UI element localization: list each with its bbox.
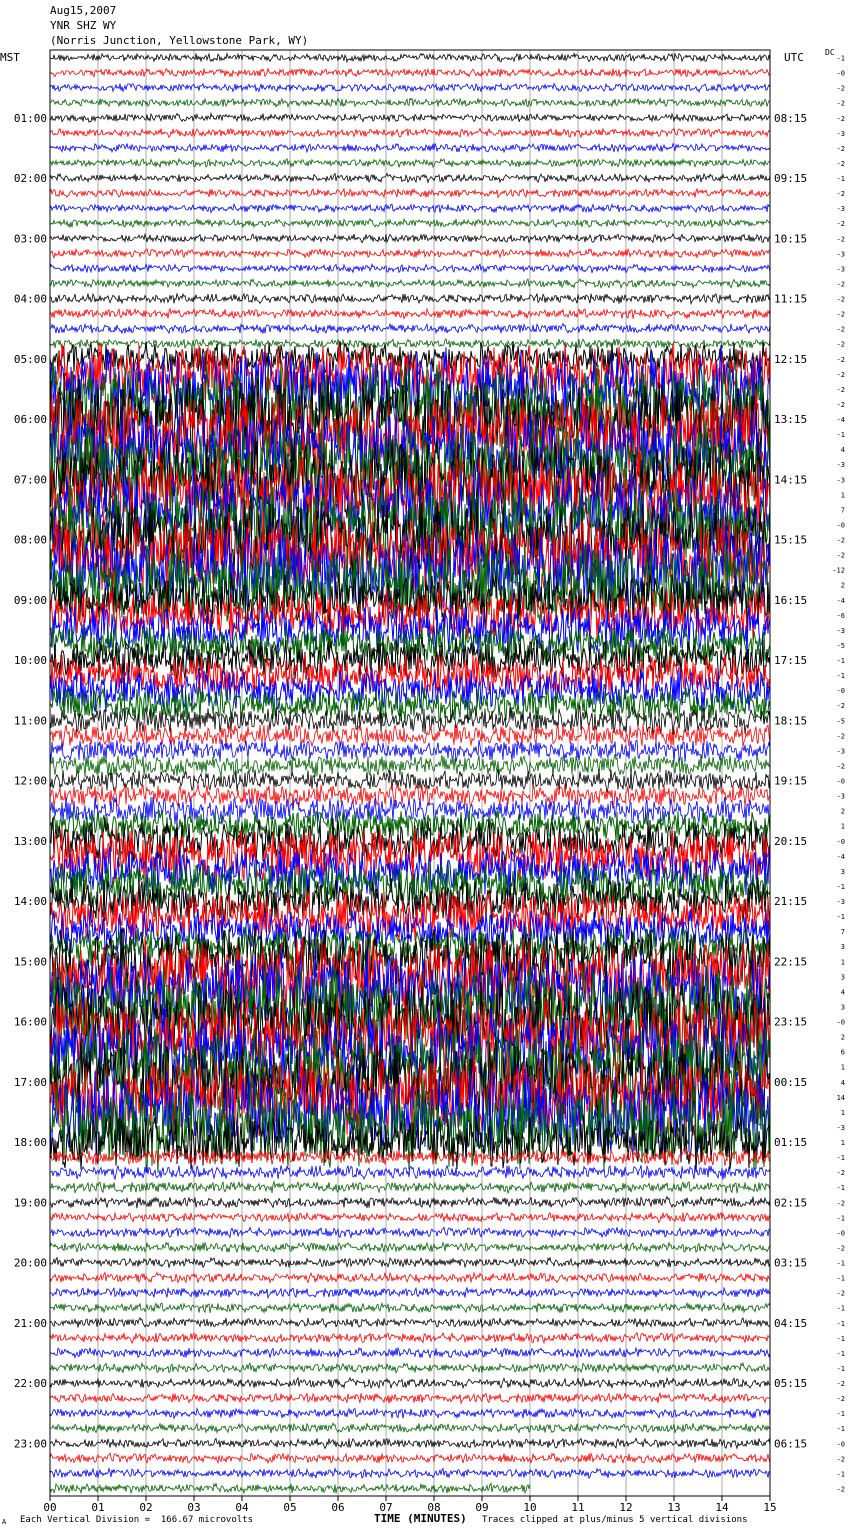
dc-title: DC (825, 48, 835, 57)
dc-offset-label: 4 (840, 1078, 845, 1087)
seismic-trace (50, 1453, 770, 1463)
x-tick-label: 02 (139, 1501, 153, 1514)
utc-hour-label: 19:15 (774, 774, 808, 788)
station-location: (Norris Junction, Yellowstone Park, WY) (50, 34, 309, 47)
mst-hour-label: 14:00 (13, 895, 47, 909)
dc-offset-label: -1 (836, 1274, 845, 1283)
dc-offset-label: -2 (836, 1380, 845, 1389)
seismic-trace (50, 324, 770, 334)
dc-offset-label: -3 (836, 476, 845, 485)
dc-offset-label: -2 (836, 400, 845, 409)
seismic-trace (50, 84, 770, 93)
utc-hour-label: 13:15 (774, 413, 808, 427)
seismic-trace (50, 1243, 770, 1253)
utc-hour-label: 15:15 (774, 533, 808, 547)
dc-offset-label: -1 (836, 882, 845, 891)
seismic-trace (50, 144, 770, 153)
dc-offset-label: -2 (836, 1169, 845, 1178)
mst-hour-label: 09:00 (13, 593, 47, 607)
dc-offset-label: -1 (836, 1364, 845, 1373)
seismic-trace (50, 339, 770, 349)
x-tick-label: 07 (379, 1501, 393, 1514)
dc-offset-label: -2 (836, 1244, 845, 1253)
dc-offset-label: -2 (836, 325, 845, 334)
x-tick-label: 14 (715, 1501, 729, 1514)
x-tick-label: 01 (91, 1501, 105, 1514)
dc-offset-label: -2 (836, 1485, 845, 1494)
seismic-trace (50, 279, 770, 288)
x-tick-label: 06 (331, 1501, 345, 1514)
utc-hour-label: 04:15 (774, 1316, 808, 1330)
dc-offset-label: -1 (836, 1154, 845, 1163)
utc-hour-label: 16:15 (774, 593, 808, 607)
seismic-trace (50, 1212, 770, 1222)
mst-hour-label: 11:00 (13, 714, 47, 728)
dc-offset-label: 3 (840, 1003, 845, 1012)
seismic-trace (50, 1303, 770, 1313)
right-axis-title: UTC (784, 51, 804, 64)
dc-offset-label: -1 (836, 1425, 845, 1434)
mst-hour-label: 03:00 (13, 232, 47, 246)
seismic-trace (50, 1393, 770, 1403)
seismic-trace (50, 1197, 770, 1209)
x-tick-label: 00 (43, 1501, 57, 1514)
x-tick-label: 09 (475, 1501, 489, 1514)
dc-offset-label: -4 (836, 596, 845, 605)
mst-hour-label: 13:00 (13, 834, 47, 848)
utc-hour-label: 00:15 (774, 1075, 808, 1089)
dc-offset-label: 2 (840, 1033, 845, 1042)
seismic-trace (50, 1288, 770, 1298)
dc-offset-label: -0 (836, 777, 845, 786)
seismic-trace (50, 189, 770, 198)
seismic-trace (50, 1227, 770, 1237)
utc-hour-label: 03:15 (774, 1256, 808, 1270)
seismic-trace (50, 114, 770, 123)
mst-hour-label: 06:00 (13, 413, 47, 427)
dc-offset-label: -2 (836, 1395, 845, 1404)
dc-offset-label: -0 (836, 1440, 845, 1449)
dc-offset-label: 7 (840, 506, 845, 515)
utc-hour-label: 11:15 (774, 292, 808, 306)
utc-hour-label: 17:15 (774, 654, 808, 668)
dc-offset-label: -2 (836, 1455, 845, 1464)
dc-offset-label: -2 (836, 732, 845, 741)
clip-note: Traces clipped at plus/minus 5 vertical divisions (482, 1515, 748, 1525)
dc-offset-label: -3 (836, 792, 845, 801)
seismic-trace (50, 706, 770, 735)
dc-offset-label: -2 (836, 99, 845, 108)
dc-offset-label: 3 (840, 867, 845, 876)
dc-offset-label: -2 (836, 551, 845, 560)
dc-offset-label: -1 (836, 1410, 845, 1419)
dc-offset-label: -1 (836, 913, 845, 922)
dc-offset-label: -0 (836, 1018, 845, 1027)
dc-offset-label: -0 (836, 521, 845, 530)
seismic-trace (50, 1409, 770, 1419)
utc-hour-label: 18:15 (774, 714, 808, 728)
seismic-trace (50, 1333, 770, 1343)
dc-offset-label: -2 (836, 144, 845, 153)
mst-hour-label: 04:00 (13, 292, 47, 306)
dc-offset-label: -3 (836, 205, 845, 214)
dc-offset-label: -2 (836, 84, 845, 93)
mst-hour-label: 16:00 (13, 1015, 47, 1029)
seismic-trace (50, 69, 770, 77)
dc-offset-label: 3 (840, 943, 845, 952)
mst-hour-label: 17:00 (13, 1075, 47, 1089)
footer-mark: A (2, 1518, 7, 1526)
dc-offset-label: -2 (836, 235, 845, 244)
dc-offset-label: -1 (836, 1470, 845, 1479)
dc-offset-label: -3 (836, 129, 845, 138)
record-date: Aug15,2007 (50, 4, 117, 17)
utc-hour-label: 08:15 (774, 111, 808, 125)
dc-offset-label: 6 (840, 1048, 845, 1057)
x-tick-label: 11 (571, 1501, 585, 1514)
utc-hour-label: 09:15 (774, 172, 808, 186)
x-tick-label: 08 (427, 1501, 441, 1514)
seismic-trace (50, 204, 770, 212)
station-name: YNR SHZ WY (50, 19, 117, 32)
x-tick-label: 05 (283, 1501, 297, 1514)
dc-offset-label: -2 (836, 536, 845, 545)
utc-hour-label: 14:15 (774, 473, 808, 487)
mst-hour-label: 21:00 (13, 1316, 47, 1330)
mst-hour-label: 10:00 (13, 654, 47, 668)
dc-offset-label: -3 (836, 626, 845, 635)
utc-hour-label: 01:15 (774, 1136, 808, 1150)
dc-offset-label: -2 (836, 370, 845, 379)
dc-offset-label: -5 (836, 641, 845, 650)
seismic-trace (50, 1258, 770, 1268)
mst-hour-label: 23:00 (13, 1437, 47, 1451)
seismic-trace (50, 219, 770, 228)
dc-offset-label: -5 (836, 717, 845, 726)
utc-hour-label: 05:15 (774, 1377, 808, 1391)
utc-hour-label: 21:15 (774, 895, 808, 909)
seismic-trace (50, 98, 770, 107)
seismic-trace (50, 174, 770, 183)
mst-hour-label: 08:00 (13, 533, 47, 547)
mst-hour-label: 05:00 (13, 352, 47, 366)
dc-offset-label: 1 (840, 1108, 845, 1117)
left-axis-title: MST (0, 51, 20, 64)
seismic-trace (50, 1182, 770, 1194)
dc-offset-label: 1 (840, 822, 845, 831)
dc-offset-label: 2 (840, 581, 845, 590)
mst-hour-label: 15:00 (13, 955, 47, 969)
x-tick-label: 13 (667, 1501, 681, 1514)
x-tick-label: 03 (187, 1501, 201, 1514)
mst-hour-label: 12:00 (13, 774, 47, 788)
dc-offset-label: -4 (836, 416, 845, 425)
dc-offset-label: -2 (836, 762, 845, 771)
dc-offset-label: -1 (836, 1214, 845, 1223)
dc-offset-label: 1 (840, 1063, 845, 1072)
dc-offset-label: -1 (836, 1259, 845, 1268)
dc-offset-label: -2 (836, 114, 845, 123)
dc-offset-label: -3 (836, 265, 845, 274)
dc-offset-label: 4 (840, 446, 845, 455)
utc-hour-label: 20:15 (774, 834, 808, 848)
x-tick-label: 12 (619, 1501, 633, 1514)
utc-hour-label: 12:15 (774, 352, 808, 366)
dc-offset-label: -0 (836, 837, 845, 846)
x-tick-label: 15 (763, 1501, 777, 1514)
x-tick-label: 04 (235, 1501, 249, 1514)
dc-offset-label: -0 (836, 687, 845, 696)
dc-offset-label: 1 (840, 491, 845, 500)
dc-offset-label: -2 (836, 702, 845, 711)
seismic-trace (50, 309, 770, 319)
dc-offset-label: 4 (840, 988, 845, 997)
seismic-trace (50, 249, 770, 258)
dc-offset-label: -2 (836, 220, 845, 229)
dc-offset-label: -2 (836, 295, 845, 304)
utc-hour-label: 06:15 (774, 1437, 808, 1451)
dc-offset-label: -2 (836, 310, 845, 319)
dc-offset-label: -1 (836, 1184, 845, 1193)
dc-offset-label: -1 (836, 1349, 845, 1358)
seismic-trace (50, 1363, 770, 1373)
mst-hour-label: 19:00 (13, 1196, 47, 1210)
mst-hour-label: 07:00 (13, 473, 47, 487)
dc-offset-label: -6 (836, 611, 845, 620)
seismic-trace (50, 234, 770, 243)
mst-hour-label: 02:00 (13, 172, 47, 186)
seismic-trace (50, 128, 770, 137)
mst-hour-label: 20:00 (13, 1256, 47, 1270)
dc-offset-label: -1 (836, 175, 845, 184)
dc-offset-label: -2 (836, 1199, 845, 1208)
x-axis-title: TIME (MINUTES) (374, 1512, 467, 1525)
seismic-trace (50, 1378, 770, 1388)
dc-offset-label: 7 (840, 928, 845, 937)
mst-hour-label: 18:00 (13, 1136, 47, 1150)
x-tick-label: 10 (523, 1501, 537, 1514)
utc-hour-label: 02:15 (774, 1196, 808, 1210)
dc-offset-label: -3 (836, 898, 845, 907)
dc-offset-label: 1 (840, 1139, 845, 1148)
mst-hour-label: 01:00 (13, 111, 47, 125)
dc-offset-label: -3 (836, 747, 845, 756)
dc-offset-label: -0 (836, 1229, 845, 1238)
dc-offset-label: -1 (836, 1304, 845, 1313)
seismic-trace (50, 1348, 770, 1358)
dc-offset-label: -3 (836, 1123, 845, 1132)
dc-offset-label: -2 (836, 159, 845, 168)
dc-offset-label: -1 (836, 1334, 845, 1343)
dc-offset-label: -1 (836, 54, 845, 63)
dc-offset-label: 1 (840, 958, 845, 967)
dc-offset-label: -3 (836, 461, 845, 470)
dc-offset-label: -2 (836, 340, 845, 349)
mst-hour-label: 22:00 (13, 1377, 47, 1391)
seismic-trace (50, 294, 770, 304)
seismic-trace (50, 1438, 770, 1448)
dc-offset-label: -1 (836, 431, 845, 440)
seismic-trace (50, 1273, 770, 1283)
dc-offset-label: 2 (840, 807, 845, 816)
dc-offset-label: -12 (832, 566, 845, 575)
dc-offset-label: -3 (836, 250, 845, 259)
seismic-trace (50, 1469, 770, 1479)
dc-offset-label: -4 (836, 852, 845, 861)
dc-offset-label: -0 (836, 69, 845, 78)
seismic-trace (50, 754, 770, 777)
utc-hour-label: 23:15 (774, 1015, 808, 1029)
seismic-trace (50, 739, 770, 762)
dc-offset-label: -2 (836, 355, 845, 364)
utc-hour-label: 10:15 (774, 232, 808, 246)
seismic-trace (50, 1318, 770, 1328)
seismic-trace (50, 159, 770, 168)
seismic-trace (50, 1423, 770, 1433)
dc-offset-label: -1 (836, 1319, 845, 1328)
dc-offset-label: -2 (836, 1289, 845, 1298)
dc-offset-label: -1 (836, 657, 845, 666)
dc-offset-label: 14 (836, 1093, 845, 1102)
dc-offset-label: -1 (836, 672, 845, 681)
dc-offset-label: -2 (836, 280, 845, 289)
dc-offset-label: -2 (836, 385, 845, 394)
seismic-trace (50, 264, 770, 273)
utc-hour-label: 22:15 (774, 955, 808, 969)
seismic-trace (50, 53, 770, 62)
dc-offset-label: -2 (836, 190, 845, 199)
dc-offset-label: 3 (840, 973, 845, 982)
scale-note: Each Vertical Division = 166.67 microvolts (20, 1515, 253, 1525)
